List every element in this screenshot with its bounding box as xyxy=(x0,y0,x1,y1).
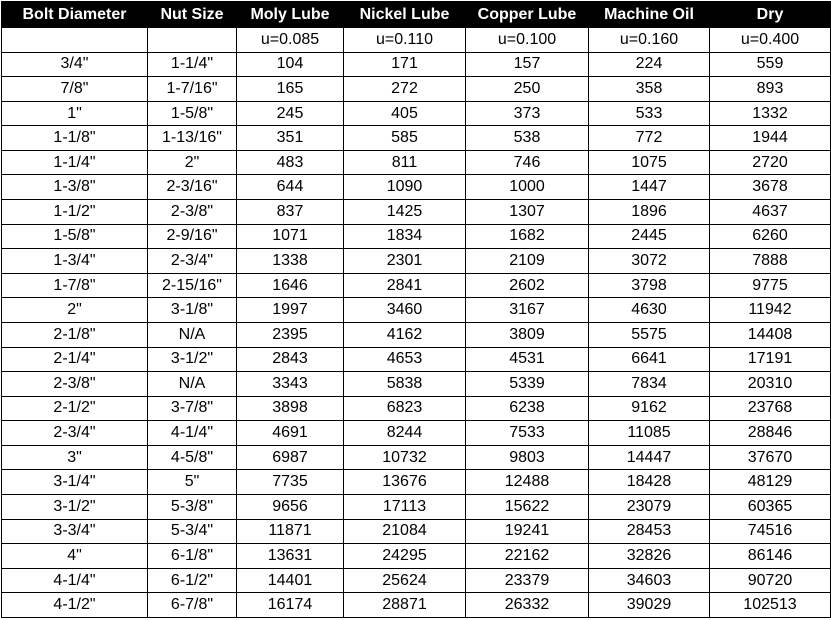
nut-size-cell: 1-13/16" xyxy=(148,126,237,151)
nickel-lube-cell: 811 xyxy=(344,150,466,175)
machine-oil-cell: 23079 xyxy=(589,494,710,519)
nut-size-cell: 2-3/8" xyxy=(148,200,237,225)
nut-size-cell: 2-15/16" xyxy=(148,273,237,298)
machine-oil-cell: 772 xyxy=(589,126,710,151)
bolt-diameter-cell: 3/4" xyxy=(2,52,148,77)
moly-lube-cell: 6987 xyxy=(237,445,344,470)
machine-oil-cell: 4630 xyxy=(589,298,710,323)
machine-oil-cell: 3072 xyxy=(589,249,710,274)
nut-size-cell: 2-9/16" xyxy=(148,224,237,249)
nickel-lube-cell: 13676 xyxy=(344,470,466,495)
table-row xyxy=(2,175,831,200)
copper-lube-cell: 746 xyxy=(466,150,589,175)
copper-lube-cell: 5339 xyxy=(466,372,589,397)
copper-lube-cell: 4531 xyxy=(466,347,589,372)
dry-cell: 1944 xyxy=(710,126,831,151)
machine-oil-cell: 5575 xyxy=(589,322,710,347)
dry-cell: 20310 xyxy=(710,372,831,397)
copper-lube-cell: 1000 xyxy=(466,175,589,200)
bolt-diameter-cell: 3" xyxy=(2,445,148,470)
nickel-lube-cell: 171 xyxy=(344,52,466,77)
nut-size-cell: 1-5/8" xyxy=(148,101,237,126)
nickel-lube-cell: 17113 xyxy=(344,494,466,519)
bolt-diameter-cell: 1-3/8" xyxy=(2,175,148,200)
header-machine-oil: Machine Oil xyxy=(589,2,710,28)
machine-oil-cell: 18428 xyxy=(589,470,710,495)
machine-oil-cell: 6641 xyxy=(589,347,710,372)
dry-cell: 9775 xyxy=(710,273,831,298)
nickel-lube-cell: 272 xyxy=(344,77,466,102)
dry-cell: 86146 xyxy=(710,544,831,569)
moly-lube-cell: 4691 xyxy=(237,421,344,446)
machine-oil-cell: 2445 xyxy=(589,224,710,249)
nut-size-cell: N/A xyxy=(148,372,237,397)
nickel-lube-cell: 3460 xyxy=(344,298,466,323)
header-bolt-diameter: Bolt Diameter xyxy=(2,2,148,28)
nickel-lube-cell: 1425 xyxy=(344,200,466,225)
dry-cell: 14408 xyxy=(710,322,831,347)
dry-cell: 23768 xyxy=(710,396,831,421)
bolt-diameter-cell: 1-1/2" xyxy=(2,200,148,225)
machine-oil-cell: 9162 xyxy=(589,396,710,421)
nickel-lube-cell: 2841 xyxy=(344,273,466,298)
copper-lube-cell: 1682 xyxy=(466,224,589,249)
nickel-lube-cell: 5838 xyxy=(344,372,466,397)
nickel-lube-cell: 2301 xyxy=(344,249,466,274)
bolt-diameter-cell: 7/8" xyxy=(2,77,148,102)
machine-oil-cell: 533 xyxy=(589,101,710,126)
moly-lube-cell: 1338 xyxy=(237,249,344,274)
dry-cell: 2720 xyxy=(710,150,831,175)
dry-cell: 74516 xyxy=(710,519,831,544)
copper-lube-cell: 3809 xyxy=(466,322,589,347)
nut-size-cell: 6-1/8" xyxy=(148,544,237,569)
table-body xyxy=(2,28,831,618)
dry-cell: 3678 xyxy=(710,175,831,200)
nickel-lube-cell: 21084 xyxy=(344,519,466,544)
moly-lube-cell: 1071 xyxy=(237,224,344,249)
nickel-lube-cell: 585 xyxy=(344,126,466,151)
machine-oil-cell: 358 xyxy=(589,77,710,102)
header-copper-lube: Copper Lube xyxy=(466,2,589,28)
table-row xyxy=(2,372,831,397)
machine-oil-cell: 14447 xyxy=(589,445,710,470)
bolt-diameter-cell: 2-3/8" xyxy=(2,372,148,397)
nickel-lube-cell: 8244 xyxy=(344,421,466,446)
coefficient-nickel-lube: u=0.110 xyxy=(344,28,466,53)
moly-lube-cell: 245 xyxy=(237,101,344,126)
table-row xyxy=(2,322,831,347)
moly-lube-cell: 104 xyxy=(237,52,344,77)
table-row xyxy=(2,150,831,175)
copper-lube-cell: 23379 xyxy=(466,568,589,593)
bolt-diameter-cell: 1-7/8" xyxy=(2,273,148,298)
nickel-lube-cell: 10732 xyxy=(344,445,466,470)
machine-oil-cell: 1896 xyxy=(589,200,710,225)
table-row xyxy=(2,249,831,274)
bolt-diameter-cell: 2-3/4" xyxy=(2,421,148,446)
bolt-diameter-cell: 4-1/4" xyxy=(2,568,148,593)
dry-cell: 559 xyxy=(710,52,831,77)
nut-size-cell: 5-3/4" xyxy=(148,519,237,544)
copper-lube-cell: 26332 xyxy=(466,593,589,618)
table-row xyxy=(2,77,831,102)
nickel-lube-cell: 4162 xyxy=(344,322,466,347)
bolt-diameter-cell: 2-1/2" xyxy=(2,396,148,421)
moly-lube-cell: 1997 xyxy=(237,298,344,323)
table-row xyxy=(2,568,831,593)
table-row xyxy=(2,126,831,151)
dry-cell: 6260 xyxy=(710,224,831,249)
dry-cell: 893 xyxy=(710,77,831,102)
machine-oil-cell: 224 xyxy=(589,52,710,77)
table-header xyxy=(2,2,831,28)
machine-oil-cell: 28453 xyxy=(589,519,710,544)
machine-oil-cell: 32826 xyxy=(589,544,710,569)
copper-lube-cell: 3167 xyxy=(466,298,589,323)
machine-oil-cell: 39029 xyxy=(589,593,710,618)
coefficient-cell-nut-size xyxy=(148,28,237,53)
coefficient-cell-bolt-diameter xyxy=(2,28,148,53)
header-dry: Dry xyxy=(710,2,831,28)
nut-size-cell: 1-7/16" xyxy=(148,77,237,102)
bolt-diameter-cell: 2" xyxy=(2,298,148,323)
nut-size-cell: 3-1/2" xyxy=(148,347,237,372)
copper-lube-cell: 157 xyxy=(466,52,589,77)
nut-size-cell: 2-3/16" xyxy=(148,175,237,200)
nut-size-cell: 3-1/8" xyxy=(148,298,237,323)
nickel-lube-cell: 25624 xyxy=(344,568,466,593)
copper-lube-cell: 7533 xyxy=(466,421,589,446)
nut-size-cell: 1-1/4" xyxy=(148,52,237,77)
moly-lube-cell: 644 xyxy=(237,175,344,200)
copper-lube-cell: 2109 xyxy=(466,249,589,274)
nut-size-cell: 4-1/4" xyxy=(148,421,237,446)
machine-oil-cell: 1075 xyxy=(589,150,710,175)
machine-oil-cell: 1447 xyxy=(589,175,710,200)
moly-lube-cell: 1646 xyxy=(237,273,344,298)
dry-cell: 17191 xyxy=(710,347,831,372)
coefficient-machine-oil: u=0.160 xyxy=(589,28,710,53)
dry-cell: 90720 xyxy=(710,568,831,593)
bolt-diameter-cell: 3-1/2" xyxy=(2,494,148,519)
copper-lube-cell: 1307 xyxy=(466,200,589,225)
dry-cell: 48129 xyxy=(710,470,831,495)
nut-size-cell: 5" xyxy=(148,470,237,495)
bolt-diameter-cell: 3-1/4" xyxy=(2,470,148,495)
moly-lube-cell: 7735 xyxy=(237,470,344,495)
moly-lube-cell: 351 xyxy=(237,126,344,151)
moly-lube-cell: 2843 xyxy=(237,347,344,372)
nut-size-cell: 6-1/2" xyxy=(148,568,237,593)
nickel-lube-cell: 1834 xyxy=(344,224,466,249)
dry-cell: 28846 xyxy=(710,421,831,446)
moly-lube-cell: 14401 xyxy=(237,568,344,593)
copper-lube-cell: 15622 xyxy=(466,494,589,519)
copper-lube-cell: 2602 xyxy=(466,273,589,298)
bolt-diameter-cell: 4-1/2" xyxy=(2,593,148,618)
torque-table xyxy=(1,1,831,618)
bolt-diameter-cell: 1-3/4" xyxy=(2,249,148,274)
nickel-lube-cell: 405 xyxy=(344,101,466,126)
machine-oil-cell: 34603 xyxy=(589,568,710,593)
copper-lube-cell: 250 xyxy=(466,77,589,102)
table-row xyxy=(2,347,831,372)
coefficient-dry: u=0.400 xyxy=(710,28,831,53)
machine-oil-cell: 7834 xyxy=(589,372,710,397)
copper-lube-cell: 6238 xyxy=(466,396,589,421)
header-nickel-lube: Nickel Lube xyxy=(344,2,466,28)
header-row xyxy=(2,2,831,28)
nut-size-cell: 6-7/8" xyxy=(148,593,237,618)
nickel-lube-cell: 6823 xyxy=(344,396,466,421)
header-nut-size: Nut Size xyxy=(148,2,237,28)
table-row xyxy=(2,298,831,323)
dry-cell: 11942 xyxy=(710,298,831,323)
dry-cell: 4637 xyxy=(710,200,831,225)
machine-oil-cell: 3798 xyxy=(589,273,710,298)
header-moly-lube: Moly Lube xyxy=(237,2,344,28)
nickel-lube-cell: 24295 xyxy=(344,544,466,569)
moly-lube-cell: 11871 xyxy=(237,519,344,544)
bolt-diameter-cell: 4" xyxy=(2,544,148,569)
dry-cell: 1332 xyxy=(710,101,831,126)
copper-lube-cell: 12488 xyxy=(466,470,589,495)
machine-oil-cell: 11085 xyxy=(589,421,710,446)
coefficient-moly-lube: u=0.085 xyxy=(237,28,344,53)
table-row xyxy=(2,52,831,77)
table-row xyxy=(2,224,831,249)
table-row xyxy=(2,421,831,446)
bolt-diameter-cell: 1-1/4" xyxy=(2,150,148,175)
table-row xyxy=(2,494,831,519)
bolt-diameter-cell: 1" xyxy=(2,101,148,126)
copper-lube-cell: 373 xyxy=(466,101,589,126)
moly-lube-cell: 16174 xyxy=(237,593,344,618)
dry-cell: 60365 xyxy=(710,494,831,519)
moly-lube-cell: 9656 xyxy=(237,494,344,519)
nut-size-cell: N/A xyxy=(148,322,237,347)
moly-lube-cell: 2395 xyxy=(237,322,344,347)
nickel-lube-cell: 4653 xyxy=(344,347,466,372)
nut-size-cell: 2" xyxy=(148,150,237,175)
moly-lube-cell: 3343 xyxy=(237,372,344,397)
table-row xyxy=(2,101,831,126)
table-row xyxy=(2,396,831,421)
table-row xyxy=(2,200,831,225)
table-row xyxy=(2,470,831,495)
moly-lube-cell: 165 xyxy=(237,77,344,102)
nut-size-cell: 5-3/8" xyxy=(148,494,237,519)
dry-cell: 102513 xyxy=(710,593,831,618)
nut-size-cell: 4-5/8" xyxy=(148,445,237,470)
table-row xyxy=(2,445,831,470)
copper-lube-cell: 22162 xyxy=(466,544,589,569)
bolt-diameter-cell: 2-1/8" xyxy=(2,322,148,347)
nickel-lube-cell: 1090 xyxy=(344,175,466,200)
copper-lube-cell: 538 xyxy=(466,126,589,151)
bolt-diameter-cell: 3-3/4" xyxy=(2,519,148,544)
bolt-diameter-cell: 1-1/8" xyxy=(2,126,148,151)
table-row xyxy=(2,273,831,298)
bolt-diameter-cell: 2-1/4" xyxy=(2,347,148,372)
moly-lube-cell: 837 xyxy=(237,200,344,225)
copper-lube-cell: 9803 xyxy=(466,445,589,470)
table-row xyxy=(2,519,831,544)
moly-lube-cell: 483 xyxy=(237,150,344,175)
nut-size-cell: 3-7/8" xyxy=(148,396,237,421)
table-row xyxy=(2,593,831,618)
dry-cell: 7888 xyxy=(710,249,831,274)
bolt-diameter-cell: 1-5/8" xyxy=(2,224,148,249)
moly-lube-cell: 3898 xyxy=(237,396,344,421)
coefficient-row xyxy=(2,28,831,53)
table-row xyxy=(2,544,831,569)
copper-lube-cell: 19241 xyxy=(466,519,589,544)
nut-size-cell: 2-3/4" xyxy=(148,249,237,274)
nickel-lube-cell: 28871 xyxy=(344,593,466,618)
moly-lube-cell: 13631 xyxy=(237,544,344,569)
dry-cell: 37670 xyxy=(710,445,831,470)
coefficient-copper-lube: u=0.100 xyxy=(466,28,589,53)
